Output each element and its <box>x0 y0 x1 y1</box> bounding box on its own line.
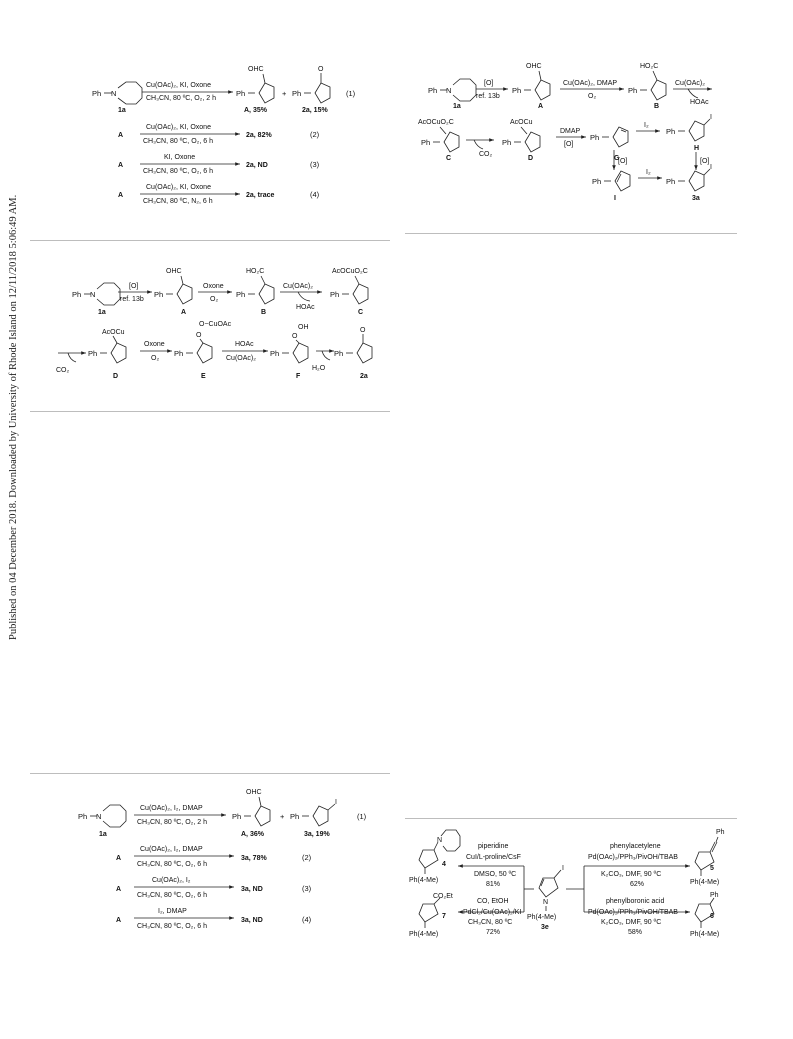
svg-text:AcOCuO₂C: AcOCuO₂C <box>332 268 368 275</box>
svg-text:Ph: Ph <box>330 290 340 299</box>
scheme-mechanism-iodopyrrole <box>418 63 712 202</box>
svg-text:N: N <box>446 86 452 95</box>
svg-text:Ph: Ph <box>590 133 600 142</box>
svg-text:81%: 81% <box>486 881 501 888</box>
svg-text:OHC: OHC <box>166 268 182 275</box>
svg-text:(4): (4) <box>310 190 320 199</box>
svg-text:CH₃CN, 80 ºC, O₂, 6 h: CH₃CN, 80 ºC, O₂, 6 h <box>137 861 207 868</box>
svg-text:Cu(OAc)₂, I₂, DMAP: Cu(OAc)₂, I₂, DMAP <box>140 846 203 853</box>
svg-text:Ph: Ph <box>666 127 676 136</box>
svg-text:O: O <box>318 66 324 73</box>
svg-text:(2): (2) <box>310 130 320 139</box>
svg-text:G: G <box>614 155 620 162</box>
svg-text:KI, Oxone: KI, Oxone <box>164 154 196 161</box>
svg-text:H: H <box>694 145 700 152</box>
svg-text:[O]: [O] <box>129 283 139 290</box>
svg-text:Ph(4-Me): Ph(4-Me) <box>690 879 720 886</box>
svg-text:Cu(OAc)₂, KI, Oxone: Cu(OAc)₂, KI, Oxone <box>146 124 211 131</box>
scheme-oxidation-control <box>92 66 356 205</box>
svg-text:OHC: OHC <box>526 63 542 70</box>
scheme1-row-4 <box>118 184 320 205</box>
scheme1-row-1 <box>92 66 356 114</box>
svg-text:HO₂C: HO₂C <box>246 268 265 275</box>
svg-text:CO, EtOH: CO, EtOH <box>477 898 509 905</box>
svg-text:N: N <box>437 837 443 844</box>
svg-text:1a: 1a <box>453 103 461 110</box>
svg-text:Ph: Ph <box>710 892 719 899</box>
svg-text:1a: 1a <box>98 309 106 316</box>
svg-text:N: N <box>543 899 549 906</box>
svg-text:Ph: Ph <box>270 349 280 358</box>
svg-text:6: 6 <box>710 913 714 920</box>
svg-text:Ph: Ph <box>502 138 512 147</box>
svg-text:Cu(OAc)₂, DMAP: Cu(OAc)₂, DMAP <box>563 80 618 87</box>
svg-text:Ph: Ph <box>628 86 638 95</box>
svg-text:Ph: Ph <box>421 138 431 147</box>
svg-text:Cu(OAc)₂, KI, Oxone: Cu(OAc)₂, KI, Oxone <box>146 184 211 191</box>
svg-text:CH₃CN, 80 ºC: CH₃CN, 80 ºC <box>468 919 513 926</box>
svg-text:Ph: Ph <box>232 812 242 821</box>
svg-text:2a: 2a <box>360 373 368 380</box>
scheme4-row-2 <box>116 846 312 868</box>
svg-text:5: 5 <box>710 865 714 872</box>
svg-text:Ph: Ph <box>290 812 300 821</box>
svg-text:Cu(OAc)₂: Cu(OAc)₂ <box>226 355 256 362</box>
svg-text:I: I <box>562 865 564 872</box>
svg-text:phenylacetylene: phenylacetylene <box>610 843 661 850</box>
svg-text:[O]: [O] <box>564 141 574 148</box>
svg-text:Ph: Ph <box>334 349 344 358</box>
svg-text:O−CuOAc: O−CuOAc <box>199 321 232 328</box>
svg-text:CO₂: CO₂ <box>479 151 493 158</box>
svg-text:(3): (3) <box>302 884 312 893</box>
svg-text:Ph: Ph <box>666 177 676 186</box>
svg-text:A: A <box>118 132 124 139</box>
svg-text:A, 36%: A, 36% <box>241 831 264 838</box>
svg-text:F: F <box>296 373 301 380</box>
svg-text:Oxone: Oxone <box>203 283 224 290</box>
svg-text:HO₂C: HO₂C <box>640 63 659 70</box>
svg-text:A: A <box>118 192 124 199</box>
svg-text:[O]: [O] <box>618 158 628 165</box>
equation-number: (1) <box>346 89 356 98</box>
svg-text:7: 7 <box>442 913 446 920</box>
svg-text:A: A <box>116 917 122 924</box>
svg-text:H₂O: H₂O <box>312 365 326 372</box>
svg-text:CO₂: CO₂ <box>56 367 70 374</box>
svg-text:K₂CO₃, DMF, 90 ºC: K₂CO₃, DMF, 90 ºC <box>601 871 662 878</box>
svg-text:Ph: Ph <box>292 89 302 98</box>
svg-text:O₂: O₂ <box>151 355 160 362</box>
svg-text:3a, ND: 3a, ND <box>241 886 263 893</box>
svg-text:N: N <box>96 812 102 821</box>
svg-text:CH₃CN, 80 ºC, N₂, 6 h: CH₃CN, 80 ºC, N₂, 6 h <box>143 198 213 205</box>
svg-text:O₂: O₂ <box>588 93 597 100</box>
ph-label: Ph <box>92 89 102 98</box>
svg-text:B: B <box>261 309 267 316</box>
svg-text:HOAc: HOAc <box>296 304 315 311</box>
scheme4-row-3 <box>116 877 312 899</box>
svg-text:3a, 78%: 3a, 78% <box>241 855 267 862</box>
svg-text:[O]: [O] <box>700 158 710 165</box>
svg-text:62%: 62% <box>630 881 645 888</box>
svg-text:I: I <box>710 114 712 121</box>
svg-text:OHC: OHC <box>246 789 262 796</box>
svg-text:piperidine: piperidine <box>478 843 509 850</box>
svg-text:Ph: Ph <box>236 89 246 98</box>
svg-text:DMAP: DMAP <box>560 128 581 135</box>
svg-text:I₂: I₂ <box>646 169 651 176</box>
svg-text:O: O <box>292 333 298 340</box>
svg-text:Ph: Ph <box>174 349 184 358</box>
svg-text:CO₂Et: CO₂Et <box>433 893 453 900</box>
svg-text:CH₃CN, 80 ºC, O₂, 6 h: CH₃CN, 80 ºC, O₂, 6 h <box>143 168 213 175</box>
svg-text:Ph: Ph <box>716 829 725 836</box>
pyrrolidinone-ring <box>315 83 330 103</box>
svg-text:CH₃CN, 80 ºC, O₂, 6 h: CH₃CN, 80 ºC, O₂, 6 h <box>137 892 207 899</box>
svg-text:Oxone: Oxone <box>144 341 165 348</box>
svg-text:58%: 58% <box>628 929 643 936</box>
reagents-top: Cu(OAc)₂, KI, Oxone <box>146 82 211 89</box>
svg-text:AcOCu: AcOCu <box>102 329 125 336</box>
scheme4-row-1 <box>78 789 367 838</box>
svg-text:K₂CO₃, DMF, 90 ºC: K₂CO₃, DMF, 90 ºC <box>601 919 662 926</box>
svg-text:D: D <box>113 373 119 380</box>
svg-text:A: A <box>181 309 187 316</box>
svg-text:Pd(OAc)₂/PPh₃/PivOH/TBAB: Pd(OAc)₂/PPh₃/PivOH/TBAB <box>588 909 678 916</box>
svg-text:I: I <box>710 164 712 171</box>
piperidine-ring <box>118 82 142 104</box>
svg-text:(4): (4) <box>302 915 312 924</box>
svg-text:CH₃CN, 80 ºC, O₂, 2 h: CH₃CN, 80 ºC, O₂, 2 h <box>137 819 207 826</box>
scheme-mechanism-lactam <box>56 268 372 380</box>
svg-text:Ph(4-Me): Ph(4-Me) <box>690 931 720 938</box>
scheme-derivatization <box>409 829 725 938</box>
product-yield: 2a, ND <box>246 162 268 169</box>
svg-text:I₂: I₂ <box>644 122 649 129</box>
scheme-iodination-control <box>78 789 367 930</box>
svg-text:I₂, DMAP: I₂, DMAP <box>158 908 187 915</box>
svg-text:C: C <box>446 155 452 162</box>
svg-text:A: A <box>116 886 122 893</box>
svg-text:Ph(4-Me): Ph(4-Me) <box>527 914 557 921</box>
svg-text:Ph(4-Me): Ph(4-Me) <box>409 931 439 938</box>
svg-text:72%: 72% <box>486 929 501 936</box>
reagents-bottom: CH₃CN, 80 ºC, O₂, 2 h <box>146 95 216 102</box>
svg-text:Ph: Ph <box>88 349 98 358</box>
cho-group: OHC <box>248 66 264 73</box>
svg-text:(3): (3) <box>310 160 320 169</box>
svg-text:[O]: [O] <box>484 80 494 87</box>
scheme1-row-3 <box>118 154 320 175</box>
svg-text:Cu(OAc)₂, I₂, DMAP: Cu(OAc)₂, I₂, DMAP <box>140 805 203 812</box>
svg-text:Cu(OAc)₂: Cu(OAc)₂ <box>283 283 313 290</box>
svg-text:(2): (2) <box>302 853 312 862</box>
svg-text:AcOCu: AcOCu <box>510 119 533 126</box>
svg-text:(1): (1) <box>357 812 367 821</box>
svg-text:Cu(OAc)₂, I₂: Cu(OAc)₂, I₂ <box>152 877 191 884</box>
svg-text:CH₃CN, 80 ºC, O₂, 6 h: CH₃CN, 80 ºC, O₂, 6 h <box>143 138 213 145</box>
svg-text:D: D <box>528 155 534 162</box>
svg-text:HOAc: HOAc <box>690 99 709 106</box>
svg-text:ref. 13b: ref. 13b <box>120 296 144 303</box>
svg-text:E: E <box>201 373 206 380</box>
svg-text:O₂: O₂ <box>210 296 219 303</box>
svg-text:ref. 13b: ref. 13b <box>476 93 500 100</box>
svg-text:1a: 1a <box>99 831 107 838</box>
svg-text:O: O <box>360 327 366 334</box>
svg-text:AcOCuO₂C: AcOCuO₂C <box>418 119 454 126</box>
scheme1-row-2 <box>118 124 320 145</box>
svg-text:+: + <box>280 812 285 821</box>
svg-text:Ph: Ph <box>154 290 164 299</box>
svg-text:3a, 19%: 3a, 19% <box>304 831 330 838</box>
pyrrolidine-ring <box>259 83 274 103</box>
scheme4-row-4 <box>116 908 312 930</box>
svg-text:CH₃CN, 80 ºC, O₂, 6 h: CH₃CN, 80 ºC, O₂, 6 h <box>137 923 207 930</box>
svg-text:CuI/L-proline/CsF: CuI/L-proline/CsF <box>466 854 521 861</box>
svg-text:OH: OH <box>298 324 309 331</box>
svg-text:3a: 3a <box>692 195 700 202</box>
svg-text:Ph: Ph <box>428 86 438 95</box>
product-yield: 2a, 82% <box>246 132 272 139</box>
product-yield: 2a, trace <box>246 192 275 199</box>
svg-text:+: + <box>282 89 287 98</box>
svg-text:DMSO, 50 ºC: DMSO, 50 ºC <box>474 871 517 878</box>
publication-note-text: Published on 04 December 2018. Downloaded by University of Rhode Island on 12/11/2018 5:06:49 AM. <box>8 194 19 640</box>
svg-text:Ph: Ph <box>78 812 88 821</box>
svg-text:N: N <box>90 290 96 299</box>
svg-text:I: I <box>614 195 616 202</box>
svg-text:Ph: Ph <box>236 290 246 299</box>
svg-text:A: A <box>538 103 544 110</box>
svg-text:Pd(OAc)₂/PPh₃/PivOH/TBAB: Pd(OAc)₂/PPh₃/PivOH/TBAB <box>588 854 678 861</box>
svg-text:Ph: Ph <box>72 290 82 299</box>
product-yield: A, 35% <box>244 107 267 114</box>
svg-text:A: A <box>116 855 122 862</box>
svg-text:HOAc: HOAc <box>235 341 254 348</box>
svg-text:4: 4 <box>442 861 446 868</box>
svg-text:Ph: Ph <box>592 177 602 186</box>
svg-text:phenylboronic acid: phenylboronic acid <box>606 898 665 905</box>
svg-text:C: C <box>358 309 364 316</box>
svg-text:3a, ND: 3a, ND <box>241 917 263 924</box>
svg-text:I: I <box>335 799 337 806</box>
compound-label: 1a <box>118 107 126 114</box>
svg-text:Cu(OAc)₂: Cu(OAc)₂ <box>675 80 705 87</box>
svg-text:B: B <box>654 103 660 110</box>
svg-text:O: O <box>196 332 202 339</box>
product-yield: 2a, 15% <box>302 107 328 114</box>
svg-text:N: N <box>111 89 117 98</box>
svg-text:PdCl₂/Cu(OAc)₂/KI: PdCl₂/Cu(OAc)₂/KI <box>463 909 522 916</box>
svg-text:3e: 3e <box>541 924 549 931</box>
svg-text:A: A <box>118 162 124 169</box>
svg-text:Ph(4-Me): Ph(4-Me) <box>409 877 439 884</box>
svg-text:Ph: Ph <box>512 86 522 95</box>
